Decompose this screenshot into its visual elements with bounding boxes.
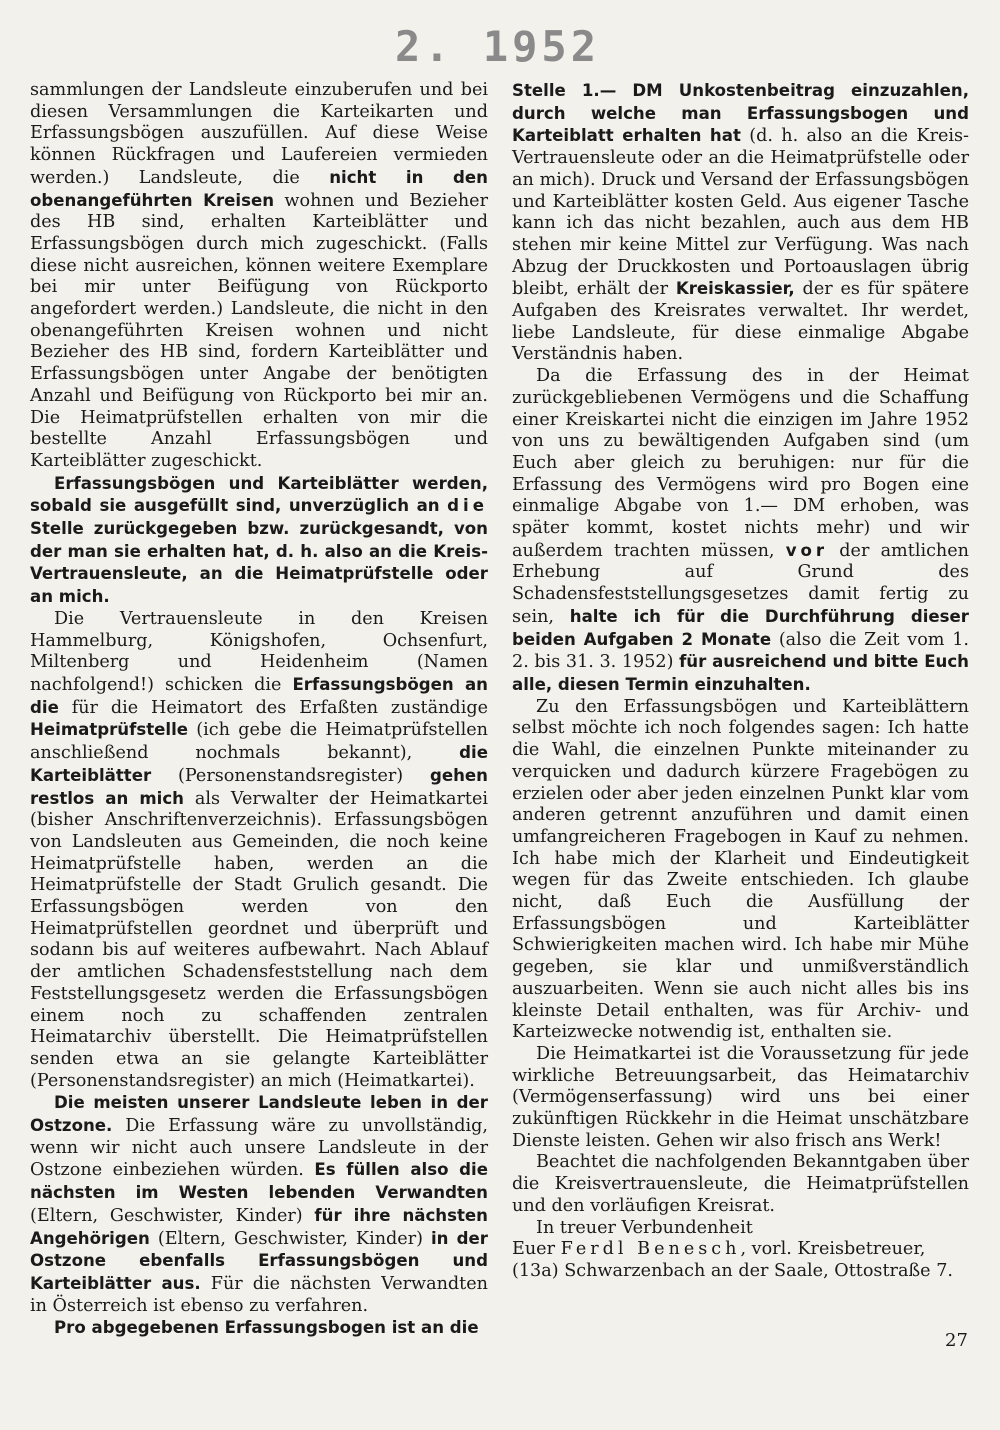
- paragraph: [30, 80, 488, 473]
- text-run: sammlungen der Landsleute einzuberufen und bei diesen Versammlungen die Karteikarten und Erfassungsbögen auszufüllen. Auf diese Weise können Rückfragen und Laufereien vermieden werden.) Landsleute, die: [30, 80, 488, 188]
- signature-name: Ferdl Benesch: [560, 1239, 741, 1260]
- text-run: (Personenstandsregister): [151, 765, 430, 786]
- paragraph: [30, 1317, 488, 1340]
- paragraph: [512, 1044, 969, 1153]
- text-run: Die Erfassung wäre zu unvollständig, wenn wir nicht auch unsere Landsleute in der Ostzone einbeziehen würden.: [30, 1116, 488, 1181]
- text-run: Zu den Erfassungsbögen und Karteiblättern selbst möchte ich noch folgendes sagen: Ich hatte die Wahl, die einzelnen Punkte miteinander zu verquicken und dadurch kürzere Fragebögen zu erzielen oder aber jeden einzelnen Punkt klar vom anderen getrennt anzuführen und damit einen umfangreicheren Fragebogen in Kauf zu nehmen. Ich habe mich der Klarheit und Eindeutigkeit wegen für das Zweite entschieden. Ich glaube nicht, daß Euch die Ausfüllung der Erfassungsbögen und Karteiblätter Schwierigkeiten machen wird. Ich habe mir Mühe gegeben, sie klar und unmißverständlich auszuarbeiten. Wenn sie auch nicht alles bis ins kleinste Detail enthalten, was für Archiv- und Karteizwecke notwendig ist, enthalten sie.: [512, 696, 969, 1043]
- bold-text: Stelle 1.— DM Unkostenbeitrag einzuzahlen, durch welche man Erfassungsbogen und Karteiblatt erhalten hat: [512, 81, 969, 146]
- bold-text: für ihre nächsten Angehörigen: [30, 1205, 488, 1248]
- bold-text: Pro abgegebenen Erfassungsbogen ist an die: [54, 1318, 479, 1338]
- bold-text: für ausreichend und bitte Euch alle, diesen Termin einzuhalten.: [512, 652, 969, 694]
- text-run: Beachtet die nachfolgenden Bekanntgaben über die Kreisvertrauensleute, die Heimatprüfstellen und den vorläufigen Kreisrat.: [512, 1152, 969, 1216]
- page-number: 27: [945, 1330, 968, 1351]
- bold-text: Heimatprüfstelle: [30, 720, 189, 740]
- text-run: (Eltern, Geschwister, Kinder): [30, 1205, 315, 1226]
- right-column: [512, 80, 969, 1283]
- bold-text: Die meisten unserer Landsleute leben in der Ostzone.: [30, 1093, 488, 1136]
- bold-text: Erfassungsbögen und Karteiblätter werden, sobald sie ausgefüllt sind, unverzüglich an: [30, 473, 488, 516]
- text-run: Für die nächsten Verwandten in Österreich ist ebenso zu verfahren.: [30, 1273, 488, 1316]
- bold-text: gehen restlos an mich: [30, 765, 488, 808]
- paragraph: [512, 1152, 969, 1217]
- bold-text: halte ich für die Durchführung dieser beiden Aufgaben 2 Monate: [512, 606, 969, 649]
- text-run: der amtlichen Erhebung auf Grund des Schadensfeststellungsgesetzes damit fertig zu sein,: [512, 540, 969, 627]
- paragraph: [512, 80, 969, 366]
- spaced-text: vor: [785, 540, 829, 560]
- text-run: der es für spätere Aufgaben des Kreisrates verwaltet. Ihr werdet, liebe Landsleute, für diese einmalige Abgabe Verständnis haben.: [512, 279, 969, 365]
- closing-line: In treuer Verbundenheit: [536, 1217, 753, 1238]
- text-run: (Eltern, Geschwister, Kinder): [149, 1228, 431, 1249]
- paragraph: [30, 1092, 488, 1317]
- paragraph: [512, 697, 969, 1044]
- bold-text: Es füllen also die nächsten im Westen lebenden Verwandten: [30, 1160, 488, 1203]
- paragraph: [512, 366, 969, 697]
- bold-text: Stelle zurückgegeben bzw. zurückgesandt, von der man sie erhalten hat, d. h. also an die Kreis-Vertrauensleute, an die Heimatprüfstelle oder an mich.: [30, 519, 488, 607]
- paragraph: [30, 473, 488, 609]
- date-stamp: 2. 1952: [395, 22, 601, 71]
- bold-text: Kreiskassier,: [675, 279, 795, 299]
- signature-line: [512, 1239, 969, 1261]
- spaced-text: die: [447, 496, 488, 516]
- text-run: (also die Zeit vom 1. 2. bis 31. 3. 1952): [512, 629, 969, 673]
- text-run: wohnen und Bezieher des HB sind, erhalten Karteiblätter und Erfassungsbögen durch mich zugeschickt. (Falls diese nicht ausreichen, können weitere Exemplare bei mir unter Beifügung von Rückporto angefordert werden.) Landsleute, die nicht in den obenangeführten Kreisen wohnen und nicht Bezieher des HB sind, fordern Karteiblätter und Erfassungsbögen unter Angabe der benötigten Anzahl und Beifügung von Rückporto bei mir an. Die Heimatprüfstellen erhalten von mir die bestellte Anzahl Erfassungsbögen und Karteiblätter zugeschickt.: [30, 190, 488, 471]
- text-run: als Verwalter der Heimatkartei (bisher Anschriftenverzeichnis). Erfassungsbögen von Landsleuten aus Gemeinden, die noch keine Heimatprüfstelle haben, werden an die Heimatprüfstelle der Stadt Grulich gesandt. Die Erfassungsbögen werden von den Heimatprüfstellen geordnet und überprüft und sodann bis auf weiteres aufbewahrt. Nach Ablauf der amtlichen Schadensfeststellung nach dem Feststellungsgesetz werden die Erfassungsbögen einem noch zu schaffenden zentralen Heimatarchiv überstellt. Die Heimatprüfstellen senden etwa an sie gelangte Karteiblätter (Personenstandsregister) an mich (Heimatkartei).: [30, 788, 489, 1091]
- signature-prefix: Euer: [512, 1239, 561, 1260]
- text-run: (d. h. also an die Kreis-Vertrauensleute oder an die Heimatprüfstelle oder an mich). Druck und Versand der Erfassungsbögen und Karteiblätter kosten Geld. Aus eigener Tasche kann ich das nicht bezahlen, auch aus dem HB stehen mir keine Mittel zur Verfügung. Was nach Abzug der Druckkosten und Portoauslagen übrig bleibt, erhält der: [512, 126, 969, 300]
- text-run: für die Heimatort des Erfaßten zuständige: [58, 697, 488, 718]
- bold-text: nicht in den obenangeführten Kreisen: [30, 167, 488, 210]
- text-run: (ich gebe die Heimatprüfstellen anschließend nochmals bekannt),: [30, 720, 488, 764]
- bold-text: Erfassungsbögen an die: [30, 674, 488, 717]
- address-line: (13a) Schwarzenbach an der Saale, Ottostraße 7.: [512, 1260, 953, 1281]
- bold-text: die Karteiblätter: [30, 743, 488, 785]
- text-run: Da die Erfassung des in der Heimat zurückgebliebenen Vermögens und die Schaffung einer Kreiskartei nicht die einzigen im Jahre 1952 von uns zu bewältigenden Aufgaben sind (um Euch aber gleich zu beruhigen: nur für die Erfassung des Vermögens wird pro Bogen eine einmalige Abgabe von 1.— DM erhoben, was später kommt, kostet nichts mehr) und wir außerdem trachten müssen,: [512, 366, 969, 561]
- signature-suffix: , vorl. Kreisbetreuer,: [740, 1239, 926, 1260]
- text-run: Die Vertrauensleute in den Kreisen Hammelburg, Königshofen, Ochsenfurt, Miltenberg und Heidenheim (Namen nachfolgend!) schicken die: [30, 608, 488, 695]
- bold-text: in der Ostzone ebenfalls Erfassungsbögen und Karteiblätter aus.: [30, 1228, 488, 1293]
- paragraph: [30, 609, 488, 1092]
- text-run: Die Heimatkartei ist die Voraussetzung für jede wirkliche Betreuungsarbeit, das Heimatarchiv (Vermögenserfassung) wird uns bei einer zukünftigen Rückkehr in die Heimat unschätzbare Dienste leisten. Gehen wir also frisch ans Werk!: [512, 1043, 969, 1151]
- left-column: [30, 80, 488, 1340]
